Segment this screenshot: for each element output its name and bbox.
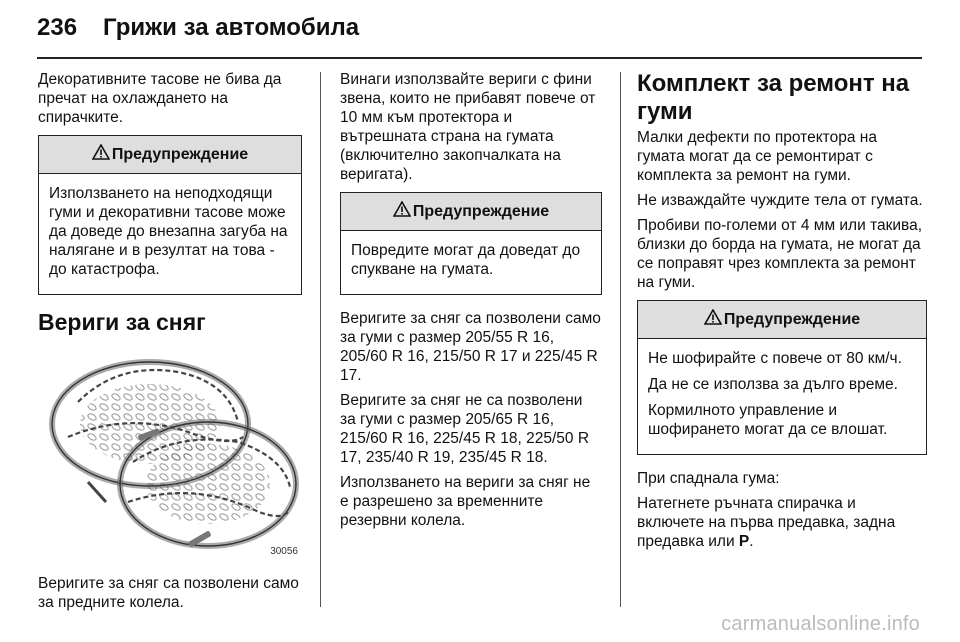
handbrake-text: Натегнете ръчната спирачка и включете на първа предавка, задна предавка или: [637, 495, 896, 550]
column-2: [340, 70, 602, 536]
repair-kit-paragraph-1: Малки дефекти по протектора на гумата могат да се ремонтират с комплекта за ремонт на гуми.: [637, 129, 877, 184]
warning-body: [341, 231, 601, 294]
repair-kit-paragraph-2: Не изваждайте чуждите тела от гумата.: [637, 192, 923, 209]
handbrake-paragraph: [637, 494, 927, 551]
warning-box: [340, 192, 602, 295]
page-header: [37, 14, 359, 50]
handbrake-end: .: [749, 533, 754, 550]
warning-triangle-icon: [92, 144, 110, 160]
warning-title: Предупреждение: [111, 146, 249, 163]
warning-title: Предупреждение: [723, 311, 861, 328]
figure-code: 30056: [270, 546, 298, 557]
column-divider: [320, 72, 321, 607]
warning-triangle-icon: [393, 201, 411, 217]
flat-tyre-paragraph: При спаднала гума:: [637, 470, 780, 487]
warning-triangle-icon: [704, 309, 722, 325]
column-3: [637, 70, 927, 557]
spare-wheel-paragraph: Използването на вериги за сняг не е разрешено за временните резервни колела.: [340, 474, 591, 529]
warning-box: [637, 300, 927, 455]
snow-chain-drawing: [38, 342, 302, 560]
warning-item: Кормилното управление и шофирането могат да се влошат.: [648, 402, 888, 438]
figure-caption: Веригите за сняг са позволени само за предните колела.: [38, 575, 299, 611]
section-heading-snow-chains: Вериги за сняг: [38, 309, 206, 335]
repair-kit-paragraph-3: Пробиви по-големи от 4 мм или такива, близки до борда на гумата, не могат да се поправят чрез комплекта за ремонт на гуми.: [637, 217, 923, 291]
intro-paragraph: Декоративните тасове не бива да пречат на охлаждането на спирачките.: [38, 71, 282, 126]
warning-item: Не шофирайте с повече от 80 км/ч.: [648, 350, 902, 367]
warning-text: Използването на неподходящи гуми и декоративни тасове може да доведе до внезапна загуба на налягане и в резултат на това - до катастрофа.: [49, 185, 288, 278]
warning-item: Да не се използва за дълго време.: [648, 376, 898, 393]
page-title: Грижи за автомобила: [103, 14, 360, 41]
page-number: 236: [37, 14, 78, 41]
column-divider: [620, 72, 621, 607]
warning-box: [38, 135, 302, 295]
section-heading-repair-kit: Комплект за ремонт на гуми: [637, 70, 910, 125]
snow-chain-illustration: [38, 342, 302, 560]
warning-header: [638, 301, 926, 339]
watermark: carmanualsonline.info: [721, 613, 920, 635]
warning-body: [39, 174, 301, 294]
header-rule: [37, 57, 922, 59]
chain-requirement-paragraph: Винаги използвайте вериги с фини звена, които не прибавят повече от 10 мм към протектора и вътрешната страна на гумата (включително закопчалката на веригата).: [340, 71, 596, 183]
warning-title: Предупреждение: [412, 203, 550, 220]
park-gear-label: Р: [738, 533, 750, 550]
allowed-sizes-paragraph: Веригите за сняг са позволени само за гуми с размер 205/55 R 16, 205/60 R 16, 215/50 R 17 и 225/45 R 17.: [340, 310, 601, 384]
not-allowed-sizes-paragraph: Веригите за сняг не са позволени за гуми с размер 205/65 R 16, 215/60 R 16, 225/45 R 18, 225/50 R 17, 235/40 R 19, 235/45 R 18.: [340, 392, 590, 466]
warning-header: [39, 136, 301, 174]
warning-body: [638, 339, 926, 454]
warning-header: [341, 193, 601, 231]
column-1: [38, 70, 302, 618]
warning-text: Повредите могат да доведат до спукване на гумата.: [351, 242, 581, 278]
